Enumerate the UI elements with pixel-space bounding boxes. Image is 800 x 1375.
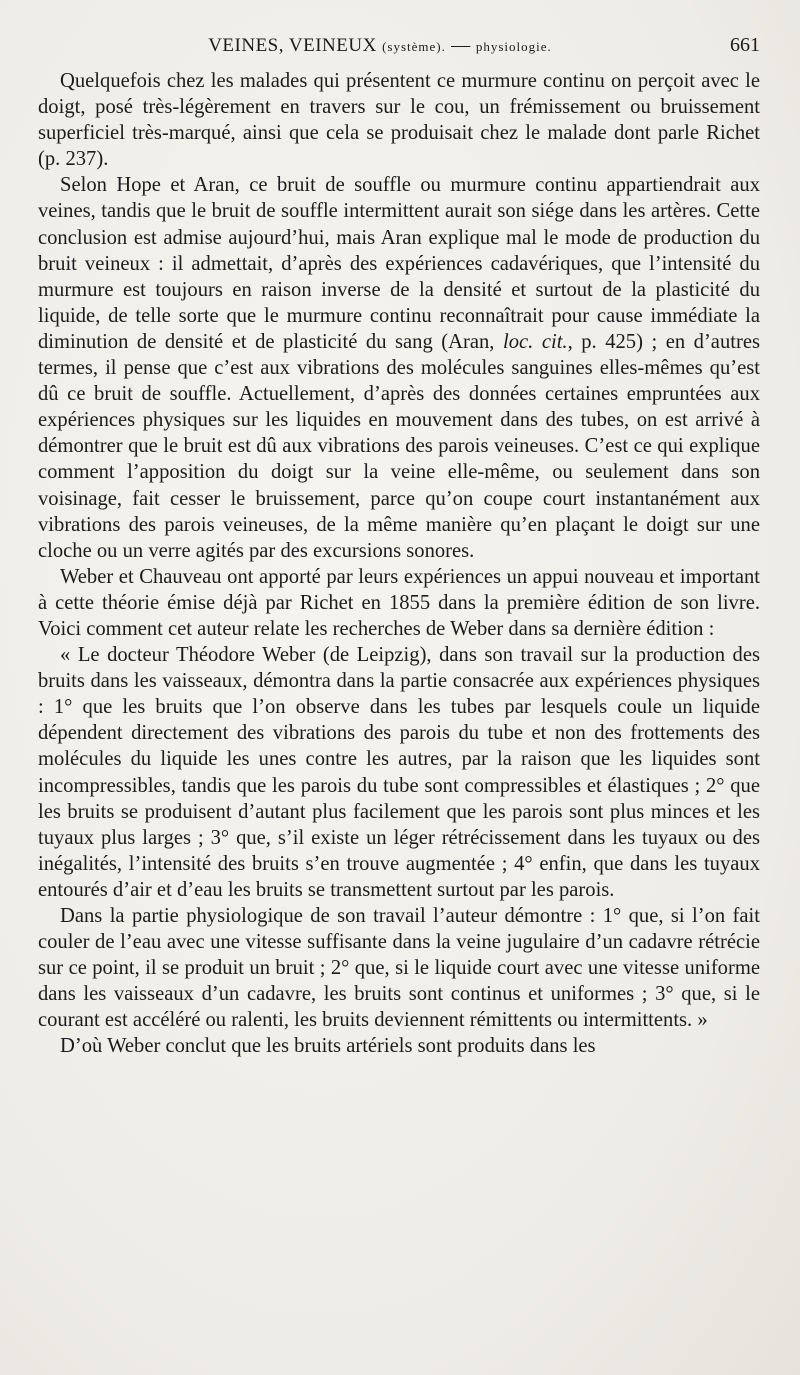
running-head-section: physiologie. [475,39,552,54]
paragraph: Dans la partie physiologique de son travail l’auteur démontre : 1° que, si l’on fait couler de l’eau avec une vitesse suffisante dans la veine jugulaire d’un cadavre rétrécie sur ce point, il se produit un bruit ; 2° que, si le liquide court avec une vitesse uniforme dans les vaisseaux d’un cadavre, les bruits sont continus et uniformes ; 3° que, si le courant est accéléré ou ralenti, les bruits deviennent rémittents ou intermittents. » [38,905,760,1032]
paragraph: Weber et Chauveau ont apporté par leurs expériences un appui nouveau et important à cette théorie émise déjà par Richet en 1855 dans la première édition de son livre. Voici comment cet auteur relate les recherches de Weber dans sa dernière édition : [38,565,760,640]
paragraph-text: Selon Hope et Aran, ce bruit de souffle ou murmure continu appartiendrait aux veines, tandis que le bruit de souffle intermittent aurait son siége dans les artères. Cette conclusion est admise aujourd’hui, mais Aran explique mal le mode de production du bruit veineux : il admettait, d’après des expériences cadavériques, que l’intensité du murmure est toujours en raison inverse de la densité et surtout de la plasticité du liquide, de telle sorte que le murmure continu reconnaîtrait pour cause immédiate la diminution de densité et de plasticité du sang (Aran, [38,174,760,353]
page-header [40,34,760,64]
citation-italic: loc. cit. [503,330,568,353]
paragraph [38,172,760,563]
page-number: 661 [730,34,760,56]
quotation-paragraph: « Le docteur Théodore Weber (de Leipzig), dans son travail sur la production des bruits dans les vaisseaux, démontra dans la partie consacrée aux expériences physiques : 1° que les bruits que l’on observe dans les tubes par lesquels coule un liquide dépendent directement des vibrations des parois du tube et non des frottements des molécules du liquide les unes contre les autres, par la raison que les liquides sont incompressibles, tandis que les parois du tube sont compressibles et élastiques ; 2° que les bruits se produisent d’autant plus facilement que les parois sont plus minces et les tuyaux plus larges ; 3° que, s’il existe un léger rétrécissement dans les tuyaux ou des inégalités, l’intensité des bruits s’en trouve augmentée ; 4° enfin, que dans les tuyaux entourés d’air et d’eau les bruits se transmettent surtout par les parois. [38,644,760,901]
paragraph: Quelquefois chez les malades qui présentent ce murmure continu on perçoit avec le doigt, posé très-légèrement en travers sur le cou, un frémissement ou bruissement superficiel très-marqué, ainsi que cela se produisait chez le malade dont parle Richet (p. 237). [38,70,760,171]
page-body [38,68,760,1060]
paragraph-text: , p. 425) ; en d’autres termes, il pense que c’est aux vibrations des molécules sanguines elles-mêmes qu’est dû ce bruit de souffle. Actuellement, d’après des données certaines empruntées aux expériences physiques sur les liquides en mouvement dans des tubes, on est arrivé à démontrer que le bruit est dû aux vibrations des parois veineuses. C’est ce qui explique comment l’apposition du doigt sur la veine elle-même, ou seulement dans son voisinage, fait cesser le bruissement, parce qu’on coupe court instantanément aux vibrations des parois veineuses, de la même manière qu’en plaçant le doigt sur une cloche ou un verre agités par des excursions sonores. [38,330,760,562]
running-head [40,35,720,57]
running-head-title: VEINES, VEINEUX [208,35,377,56]
running-head-dash: — [451,35,471,56]
running-head-subtitle: (système). [382,39,446,54]
paragraph: D’où Weber conclut que les bruits artériels sont produits dans les [60,1035,596,1058]
